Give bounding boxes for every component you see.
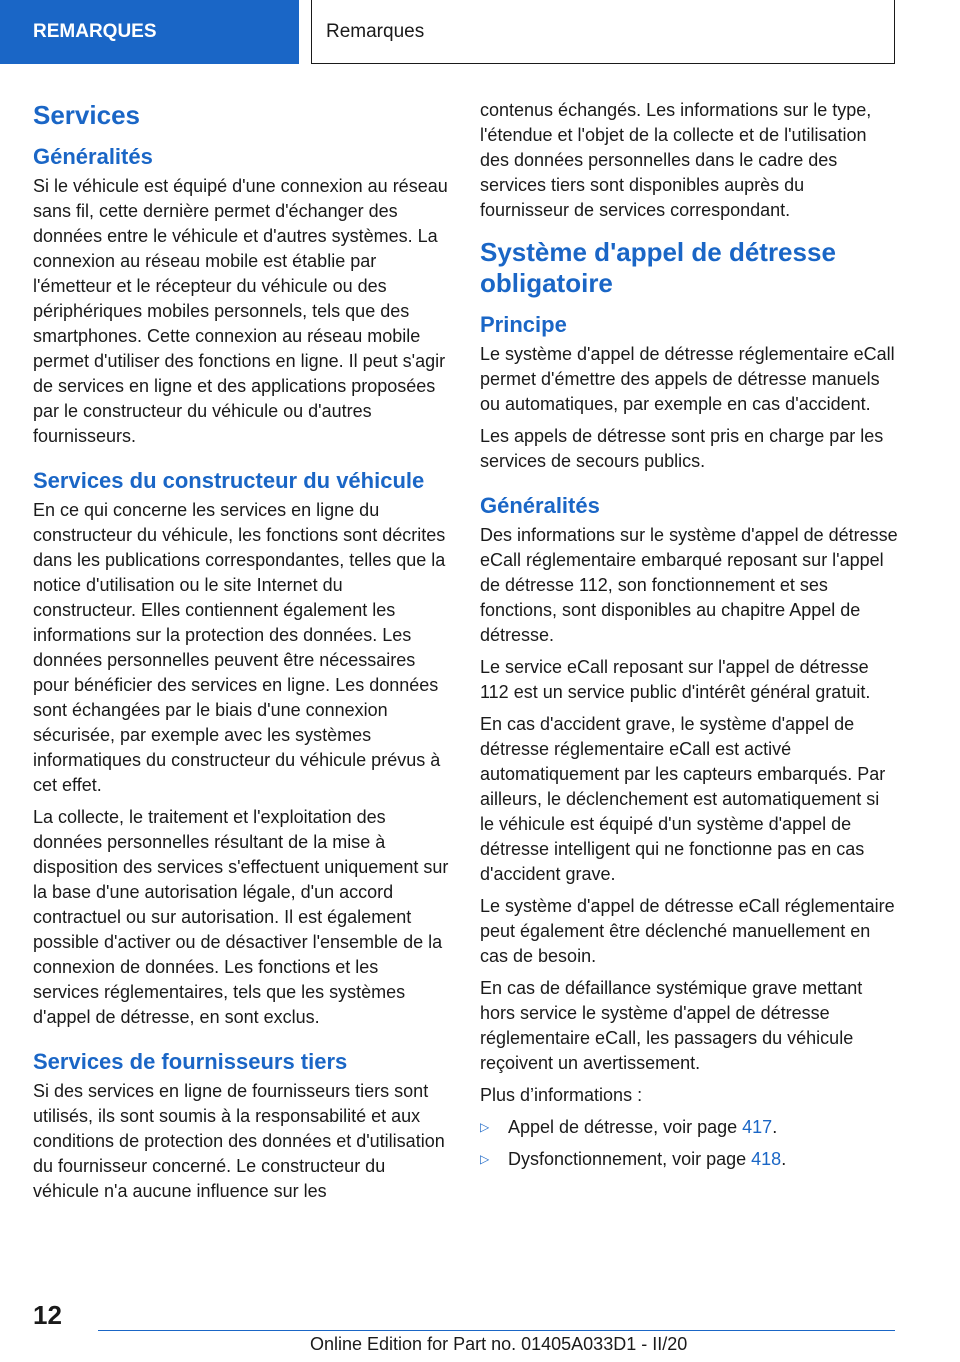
paragraph-more-info: Plus d’informations : — [480, 1085, 643, 1105]
heading-services-tiers: Services de fournisseurs tiers — [33, 1049, 348, 1074]
list-item-text: Dysfonctionnement, voir page 418. — [508, 1149, 787, 1169]
right-column — [480, 98, 898, 1179]
paragraph-tiers-continued: contenus échangés. Les informations sur le type, l'étendue et l'objet de la collecte et de l'utilisation des données personnelles dans le cadre des services tiers sont disponibles auprès du fournisseur de services correspondant. — [480, 100, 872, 220]
heading-generalites-ecall: Généralités — [480, 493, 600, 518]
list-item — [480, 1115, 898, 1140]
paragraph-constructeur-2: La collecte, le traitement et l'exploitation des données personnelles résultant de la mise à disposition des services s'effectuent uniquement sur la base d'une autorisation légale, d'un accord contractuel ou sur autorisation. Il est également possible d'activer ou de désactiver l'ensemble de la connexion de données. Les fonctions et les services réglementaires, tels que les systèmes d'appel de détresse, en sont exclus. — [33, 807, 449, 1027]
page-number: 12 — [33, 1300, 62, 1330]
left-column — [33, 100, 449, 1211]
list-item-text: Appel de détresse, voir page 417. — [508, 1117, 778, 1137]
paragraph-principe-1: Le système d'appel de détresse réglementaire eCall permet d'émettre des appels de détresse manuels ou automatiques, par exemple en cas d'accident. — [480, 344, 895, 414]
paragraph-principe-2: Les appels de détresse sont pris en charge par les services de secours publics. — [480, 426, 884, 471]
heading-generalites: Généralités — [33, 144, 153, 169]
paragraph-ecall-2: Le service eCall reposant sur l'appel de détresse 112 est un service public d'intérêt général gratuit. — [480, 657, 871, 702]
heading-services-constructeur: Services du constructeur du véhicule — [33, 468, 425, 493]
paragraph-tiers: Si des services en ligne de fournisseurs tiers sont utilisés, ils sont soumis à la responsabilité et aux conditions de protection des données et d'utilisation du fournisseur concerné. Le constructeur du véhicule n'a aucune influence sur les — [33, 1081, 445, 1201]
list-item — [480, 1147, 898, 1172]
page-header-title: Remarques — [311, 0, 895, 64]
paragraph-ecall-4: Le système d'appel de détresse eCall réglementaire peut également être déclenché manuellement en cas de besoin. — [480, 896, 895, 966]
footer-divider — [98, 1330, 895, 1331]
footer-edition: Online Edition for Part no. 01405A033D1 - II/20 — [310, 1334, 688, 1354]
page-link-417[interactable]: 417 — [742, 1117, 773, 1137]
paragraph-ecall-3: En cas d'accident grave, le système d'appel de détresse réglementaire eCall est activé automatiquement par les capteurs embarqués. Par ailleurs, le déclenchement est automatiquement si le véhicule est équipé d'un système d'appel de détresse intelligent qui ne fonctionne pas en cas d'accident grave. — [480, 714, 886, 884]
paragraph-generalites: Si le véhicule est équipé d'une connexion au réseau sans fil, cette dernière permet d'échanger des données entre le véhicule et d'autres systèmes. La connexion au réseau mobile est établie par l'émetteur et le récepteur du véhicule ou des périphériques mobiles personnels, tels que des smartphones. Cette connexion au réseau mobile permet d'utiliser des fonctions en ligne. Il peut s'agir de services en ligne et des applications proposées par le constructeur du véhicule ou d'autres fournisseurs. — [33, 176, 448, 446]
page-link-418[interactable]: 418 — [751, 1149, 782, 1169]
paragraph-constructeur-1: En ce qui concerne les services en ligne du constructeur du véhicule, les fonctions sont décrites dans les publications correspondantes, telles que la notice d'utilisation ou le site Internet du constructeur. Elles contiennent également les informations sur la protection des données. Les données personnelles peuvent être nécessaires pour bénéficier des services en ligne. Les données sont échangées par le biais d'une connexion sécurisée, par exemple avec les systèmes informatiques du constructeur du véhicule prévus à cet effet. — [33, 500, 446, 795]
paragraph-ecall-1: Des informations sur le système d'appel de détresse eCall réglementaire embarqué reposant sur l'appel de détresse 112, son fonctionnement et ses fonctions, sont disponibles au chapitre Appel de détresse. — [480, 525, 898, 645]
paragraph-ecall-5: En cas de défaillance systémique grave mettant hors service le système d'appel de détresse réglementaire eCall, les passagers du véhicule reçoivent un avertissement. — [480, 978, 863, 1073]
triangle-bullet-icon: ▷ — [480, 1152, 490, 1166]
heading-services: Services — [33, 100, 140, 130]
section-tab: REMARQUES — [0, 0, 299, 64]
heading-principe: Principe — [480, 312, 567, 337]
heading-ecall: Système d'appel de détresse obligatoire — [480, 237, 836, 298]
triangle-bullet-icon: ▷ — [480, 1120, 490, 1134]
